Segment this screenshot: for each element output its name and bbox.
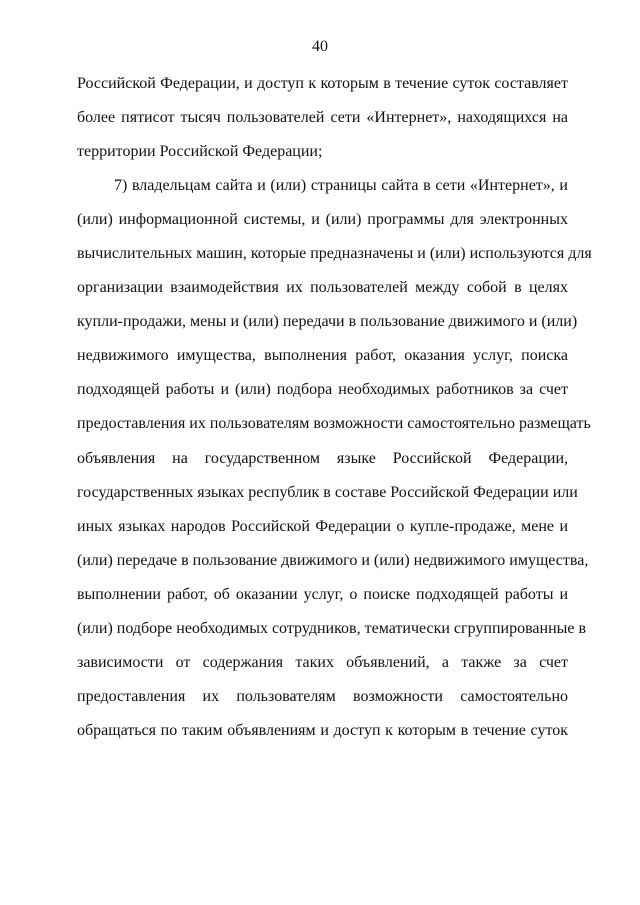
text-line: территории Российской Федерации; (77, 143, 323, 161)
text-line: организации взаимодействия их пользователей между собой в целях (77, 279, 568, 297)
text-line: 7) владельцам сайта и (или) страницы сайта в сети «Интернет», и (114, 177, 568, 195)
text-line: обращаться по таким объявлениям и доступ к которым в течение суток (77, 721, 568, 739)
text-line: зависимости от содержания таких объявлений, а также за счет (77, 653, 568, 671)
text-line: (или) информационной системы, и (или) программы для электронных (77, 211, 568, 229)
text-line: иных языках народов Российской Федерации о купле-продаже, мене и (77, 517, 568, 535)
text-line: государственных языках республик в составе Российской Федерации или (77, 483, 578, 501)
text-line: подходящей работы и (или) подбора необходимых работников за счет (77, 381, 568, 399)
body-text (77, 74, 592, 755)
text-line: (или) подборе необходимых сотрудников, тематически сгруппированные в (77, 619, 587, 637)
text-line: недвижимого имущества, выполнения работ, оказания услуг, поиска (77, 347, 568, 365)
text-line: вычислительных машин, которые предназначены и (или) используются для (77, 245, 592, 263)
text-line: купли-продажи, мены и (или) передачи в пользование движимого и (или) (77, 313, 578, 331)
text-line: (или) передаче в пользование движимого и (или) недвижимого имущества, (77, 551, 589, 569)
text-line: предоставления их пользователям возможности самостоятельно (77, 687, 568, 705)
text-line: выполнении работ, об оказании услуг, о поиске подходящей работы и (77, 585, 568, 603)
page-number: 40 (312, 38, 328, 55)
text-line: предоставления их пользователям возможности самостоятельно размещать (77, 415, 591, 433)
text-line: более пятисот тысяч пользователей сети «Интернет», находящихся на (77, 109, 568, 127)
text-line: Российской Федерации, и доступ к которым в течение суток составляет (77, 75, 568, 92)
text-line: объявления на государственном языке Российской Федерации, (77, 449, 568, 467)
